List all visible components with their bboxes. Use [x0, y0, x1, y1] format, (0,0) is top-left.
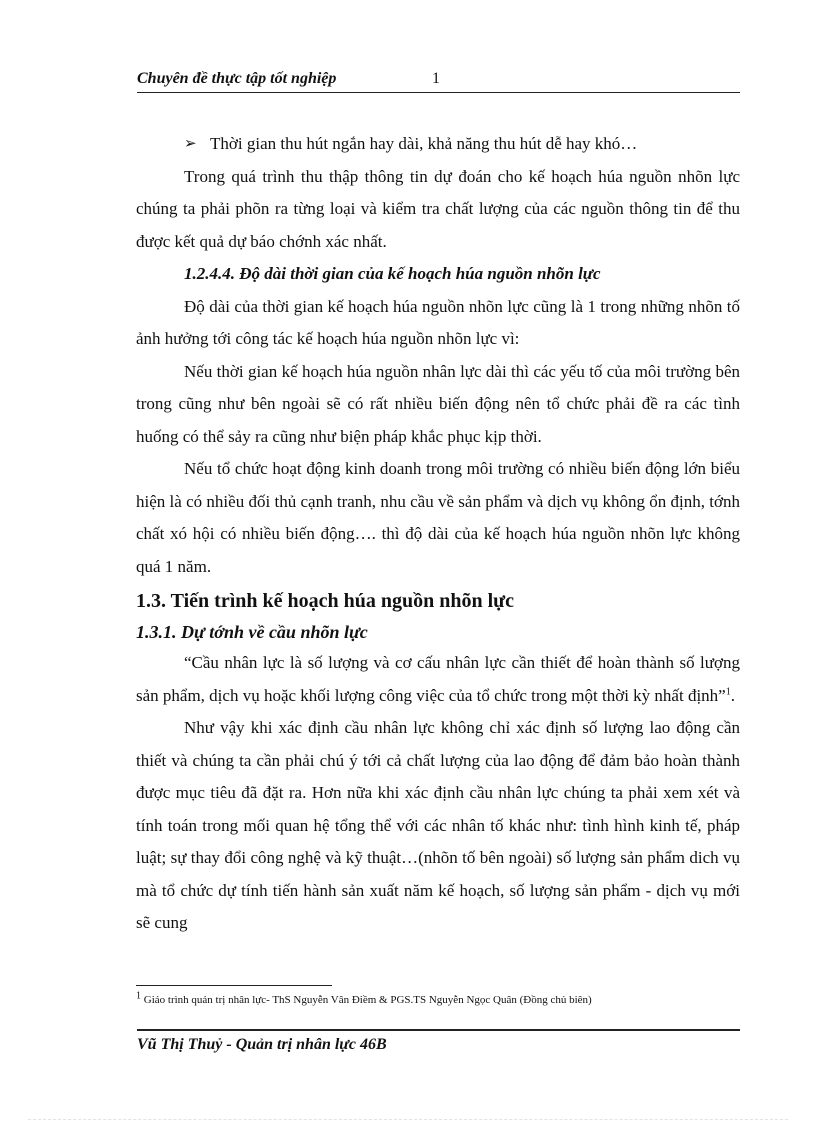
paragraph-1: Trong quá trình thu thập thông tin dự đoán cho kế hoạch húa nguồn nhõn lực chúng ta phải phõn ra từng loại và kiểm tra chất lượng của các nguồn thông tin để thu được kết quả dự báo chớnh xác nhất.: [136, 166, 740, 251]
footnote-text: Giáo trình quản trị nhân lực- ThS Nguyễn Vân Điềm & PGS.TS Nguyễn Ngọc Quân (Đồng chủ biên): [143, 994, 592, 1006]
bullet-item: [136, 128, 740, 161]
header-title: Chuyên đề thực tập tốt nghiệp: [137, 70, 337, 87]
paragraph-4: Nếu tổ chức hoạt động kinh doanh trong môi trường có nhiều biến động lớn biểu hiện là có nhiều đối thủ cạnh tranh, nhu cầu về sản phẩm và dịch vụ không ổn định, tớnh chất xó hội có nhiều biến động…. thì độ dài của kế hoạch húa nguồn nhõn lực không quá 1 năm.: [136, 459, 740, 576]
page-header: [137, 70, 740, 92]
heading-1-3: 1.3. Tiến trình kế hoạch húa nguồn nhõn lực: [136, 590, 515, 612]
paragraph-6: Như vậy khi xác định cầu nhân lực không chỉ xác định số lượng lao động cần thiết và chúng ta cần phải chú ý tới cả chất lượng của lao động để đảm bảo hoàn thành được mục tiêu đã đặt ra. Hơn nữa khi xác định cầu nhân lực chúng ta phải xem xét và tính toán trong mối quan hệ tổng thể với các nhân tố khác như: tình hình kinh tế, pháp luật; sự thay đổi công nghệ và kỹ thuật…(nhõn tố bên ngoài) số lượng sản phẩm dich vụ mà tổ chức dự tính tiến hành sản xuất năm kế hoạch, số lượng sản phẩm - dịch vụ mới sẽ cung: [136, 718, 740, 932]
page-bottom-edge: [28, 1119, 788, 1120]
bullet-text: Thời gian thu hút ngắn hay dài, khả năng thu hút dễ hay khó…: [210, 134, 638, 153]
page-footer: Vũ Thị Thuỷ - Quản trị nhân lực 46B: [137, 1036, 387, 1053]
paragraph-5-text: “Cầu nhân lực là số lượng và cơ cấu nhân lực cần thiết để hoàn thành số lượng sản phẩm, dịch vụ hoặc khối lượng công việc của tổ chức trong một thời kỳ nhất định”: [136, 653, 740, 705]
heading-1-3-1: 1.3.1. Dự tớnh về cầu nhõn lực: [136, 622, 368, 642]
header-rule: [137, 92, 740, 93]
footer-rule: [137, 1029, 740, 1031]
heading-1-2-4-4: 1.2.4.4. Độ dài thời gian của kế hoạch húa nguồn nhõn lực: [184, 264, 601, 283]
footnote: [136, 990, 740, 1007]
paragraph-2: Độ dài của thời gian kế hoạch húa nguồn nhõn lực cũng là 1 trong những nhõn tố ảnh hưởng tới công tác kế hoạch húa nguồn nhõn lực vì:: [136, 296, 740, 348]
paragraph-5: [136, 647, 740, 712]
footnote-reference[interactable]: 1: [725, 685, 731, 697]
arrow-bullet-icon: ➢: [184, 136, 197, 152]
footnote-number: 1: [136, 990, 141, 1002]
paragraph-5-end: .: [730, 685, 735, 705]
body-content: [136, 128, 740, 940]
header-page-number: 1: [432, 70, 440, 87]
footnote-separator: [136, 985, 332, 986]
paragraph-3: Nếu thời gian kế hoạch húa nguồn nhân lực dài thì các yếu tố của môi trường bên trong cũng như bên ngoài sẽ có rất nhiều biến động nên tổ chức phải đề ra các tình huống có thể sảy ra cũng như biện pháp khắc phục kịp thời.: [136, 361, 740, 446]
